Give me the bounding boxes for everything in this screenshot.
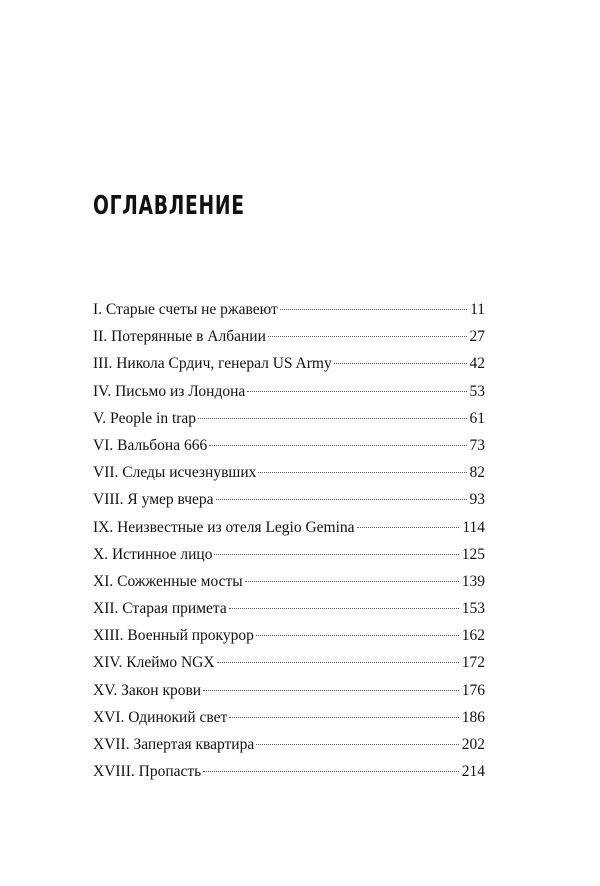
toc-page-number: 186 <box>461 708 485 726</box>
toc-entry-title: XVII. Запертая квартира <box>93 736 255 753</box>
toc-entry[interactable] <box>93 486 485 513</box>
dot-leader <box>258 472 466 473</box>
toc-entry-title: X. Истинное лицо <box>93 545 213 563</box>
dot-leader <box>203 771 459 772</box>
toc-entry[interactable] <box>93 568 485 595</box>
toc-entry[interactable] <box>93 622 485 649</box>
toc-entry[interactable] <box>93 541 485 568</box>
toc-entry[interactable] <box>93 758 485 785</box>
toc-entry[interactable] <box>93 649 485 676</box>
toc-page-number: 82 <box>469 464 485 482</box>
dot-leader <box>229 717 458 718</box>
toc-entry[interactable] <box>93 323 485 350</box>
toc-page-number: 139 <box>461 572 485 590</box>
toc-entry-title: VI. Вальбона 666 <box>93 436 208 454</box>
dot-leader <box>245 581 459 582</box>
page-title: ОГЛАВЛЕНИЕ <box>93 191 245 221</box>
toc-entry-title: I. Старые счеты не ржавеют <box>93 301 278 318</box>
toc-entry-title: XIII. Военный прокурор <box>93 627 254 645</box>
dot-leader <box>216 499 467 500</box>
toc-entry[interactable] <box>93 296 485 323</box>
toc-entry[interactable] <box>93 595 485 622</box>
toc-entry-title: XV. Закон крови <box>93 681 202 699</box>
dot-leader <box>209 445 466 446</box>
toc-page-number: 176 <box>461 681 485 699</box>
dot-leader <box>256 744 459 745</box>
toc-entry-title: XVIII. Пропасть <box>93 763 202 781</box>
toc-entry-title: III. Никола Срдич, генерал US Army <box>93 355 332 373</box>
toc-entry[interactable] <box>93 514 485 541</box>
toc-entry-title: XVI. Одинокий свет <box>93 708 228 726</box>
toc-page-number: 214 <box>461 763 485 781</box>
toc-page-number: 53 <box>469 382 485 400</box>
dot-leader <box>214 554 458 555</box>
toc-page-number: 42 <box>469 355 485 373</box>
table-of-contents <box>93 296 485 785</box>
dot-leader <box>198 418 466 419</box>
dot-leader <box>256 635 459 636</box>
toc-page-number: 162 <box>461 627 485 645</box>
toc-entry-title: IX. Неизвестные из отеля Legio Gemina <box>93 518 355 536</box>
toc-entry-title: XI. Сожженные мосты <box>93 572 243 590</box>
toc-page-number: 125 <box>461 545 485 563</box>
toc-page-number: 202 <box>461 736 485 753</box>
toc-entry[interactable] <box>93 432 485 459</box>
toc-entry[interactable] <box>93 350 485 377</box>
dot-leader <box>247 391 466 392</box>
toc-entry[interactable] <box>93 704 485 731</box>
dot-leader <box>268 336 467 337</box>
toc-entry-title: II. Потерянные в Албании <box>93 328 266 346</box>
toc-page-number: 27 <box>469 328 485 346</box>
dot-leader <box>357 527 460 528</box>
toc-page-number: 61 <box>469 409 485 427</box>
toc-entry[interactable] <box>93 405 485 432</box>
toc-page-number: 114 <box>462 518 485 536</box>
toc-entry[interactable] <box>93 677 485 704</box>
dot-leader <box>203 690 459 691</box>
toc-page-number: 11 <box>470 301 485 318</box>
toc-entry[interactable] <box>93 731 485 758</box>
toc-page-number: 153 <box>461 600 485 618</box>
dot-leader <box>229 608 459 609</box>
dot-leader <box>334 363 467 364</box>
toc-entry-title: VIII. Я умер вчера <box>93 491 214 509</box>
toc-page-number: 93 <box>469 491 485 509</box>
toc-entry-title: IV. Письмо из Лондона <box>93 382 246 400</box>
toc-page-number: 172 <box>461 654 485 672</box>
toc-page-number: 73 <box>469 436 485 454</box>
toc-entry-title: V. People in trap <box>93 409 197 427</box>
toc-entry[interactable] <box>93 459 485 486</box>
toc-entry-title: XII. Старая примета <box>93 600 227 618</box>
toc-entry[interactable] <box>93 378 485 405</box>
toc-entry-title: XIV. Клеймо NGX <box>93 654 215 672</box>
toc-entry-title: VII. Следы исчезнувших <box>93 464 257 482</box>
dot-leader <box>280 309 467 310</box>
dot-leader <box>217 662 459 663</box>
